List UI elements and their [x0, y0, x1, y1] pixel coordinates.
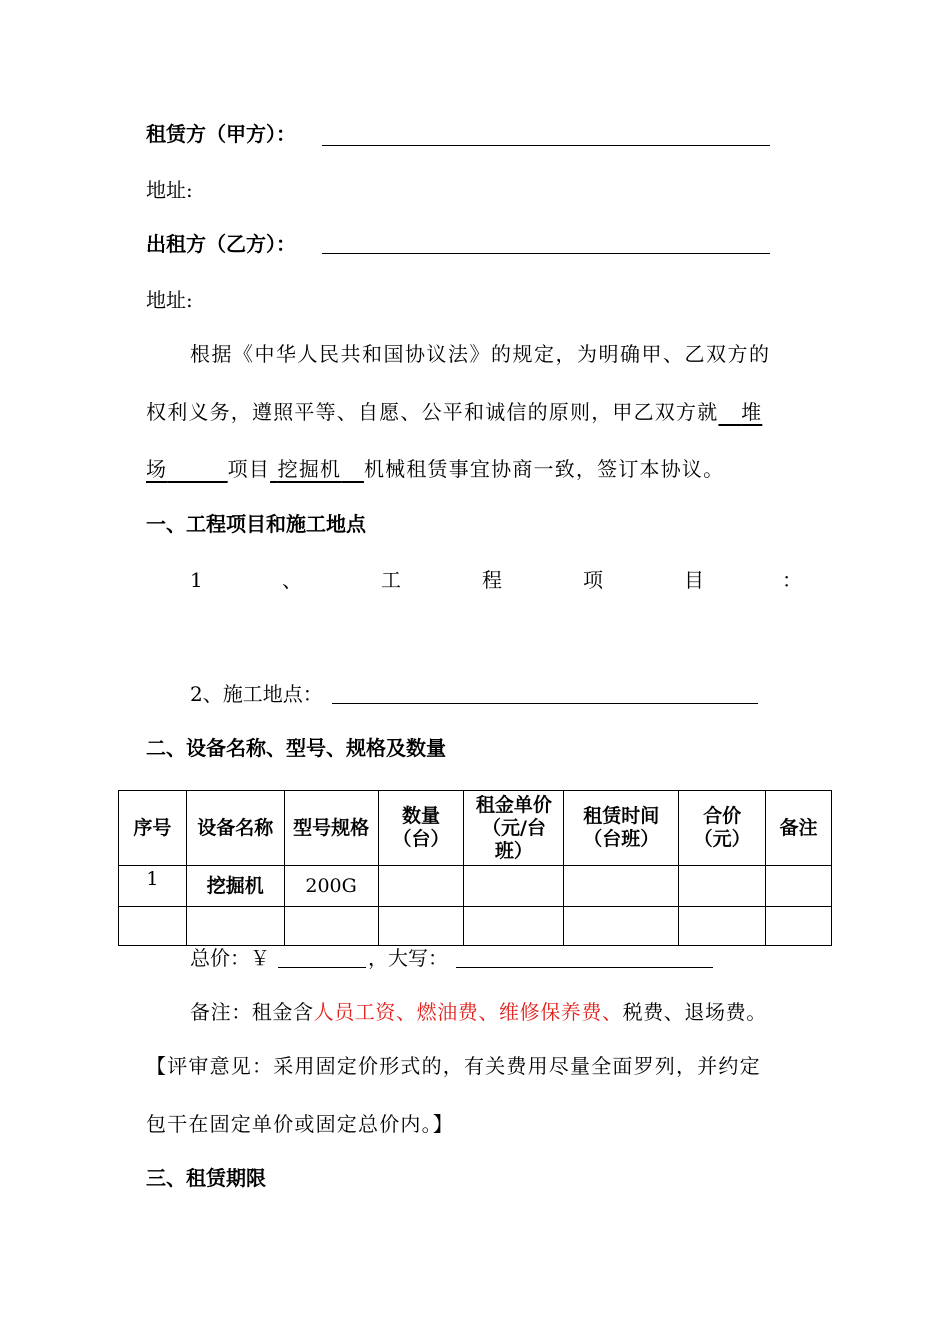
item1-char-1: 、 — [282, 568, 302, 592]
item1-char-3: 程 — [482, 568, 502, 592]
cell — [464, 866, 564, 907]
lessee-label: 租赁方（甲方）： — [146, 122, 296, 146]
cell — [679, 907, 766, 946]
cell — [766, 907, 832, 946]
header-seq: 序号 — [119, 791, 187, 866]
table-row — [119, 907, 832, 946]
project-fill-1 — [718, 400, 762, 424]
cell — [564, 866, 679, 907]
total-words-label: ，大写： — [368, 946, 448, 970]
lessor-label: 出租方（乙方）： — [146, 232, 296, 256]
machine-fill-text: 挖掘机 — [277, 457, 342, 481]
lessee-blank — [322, 145, 770, 146]
cell — [679, 866, 766, 907]
cell — [284, 907, 378, 946]
total-words-blank — [456, 967, 713, 968]
note-red-items: 人员工资、燃油费、维修保养费、 — [313, 1000, 623, 1024]
lessor-address-label: 地址: — [146, 288, 193, 312]
cell: 200G — [284, 866, 378, 907]
total-amount-blank — [278, 967, 366, 968]
section-2-title: 二、设备名称、型号、规格及数量 — [146, 736, 446, 760]
intro-line-3 — [146, 455, 724, 483]
lessor-blank — [322, 253, 770, 254]
project-fill-text-1: 堆 — [741, 400, 763, 424]
section-3-title: 三、租赁期限 — [146, 1166, 266, 1190]
item1-char-4: 项 — [583, 568, 603, 592]
cell — [464, 907, 564, 946]
cell — [186, 907, 284, 946]
cell: 1 — [119, 866, 187, 907]
cell — [564, 907, 679, 946]
site-blank — [332, 703, 758, 704]
header-remark: 备注 — [766, 791, 832, 866]
note-suffix: 税费、退场费。 — [622, 1000, 767, 1024]
note-prefix: 备注：租金含 — [190, 1000, 314, 1024]
lessee-address-label: 地址: — [146, 178, 193, 202]
machine-fill — [270, 457, 364, 481]
equipment-table — [118, 790, 832, 946]
cell: 挖掘机 — [186, 866, 284, 907]
table-row — [119, 866, 832, 907]
section-1-title: 一、工程项目和施工地点 — [146, 512, 366, 536]
table-header-row — [119, 791, 832, 866]
review-line-1: 【评审意见：采用固定价形式的，有关费用尽量全面罗列，并约定 — [146, 1054, 761, 1078]
header-rental-time: 租赁时间（台班） — [564, 791, 679, 866]
header-unit-price: 租金单价（元/台班） — [464, 791, 564, 866]
intro-line-2-text: 权利义务，遵照平等、自愿、公平和诚信的原则，甲乙双方就 — [146, 400, 719, 424]
header-model: 型号规格 — [284, 791, 378, 866]
note-line — [190, 998, 767, 1026]
intro-line-1: 根据《中华人民共和国协议法》的规定，为明确甲、乙双方的 — [190, 342, 771, 366]
item1-char-0: 1 — [190, 568, 203, 592]
item1-char-2: 工 — [381, 568, 401, 592]
review-line-2: 包干在固定单价或固定总价内。】 — [146, 1112, 454, 1136]
header-equipment-name: 设备名称 — [186, 791, 284, 866]
project-word: 项目 — [227, 457, 271, 481]
header-total: 合价（元） — [679, 791, 766, 866]
cell — [119, 907, 187, 946]
item1-char-5: 目 — [684, 568, 704, 592]
project-fill-2 — [146, 457, 228, 481]
intro-line-2 — [146, 398, 762, 426]
project-fill-text-2: 场 — [146, 457, 168, 481]
header-quantity: 数量（台） — [378, 791, 464, 866]
item2-label: 2、施工地点： — [190, 682, 323, 706]
total-label: 总价：￥ — [190, 946, 270, 970]
item1-char-6: ： — [782, 568, 802, 592]
cell — [766, 866, 832, 907]
cell — [378, 907, 464, 946]
intro-line-3-end: 机械租赁事宜协商一致，签订本协议。 — [363, 457, 725, 481]
cell — [378, 866, 464, 907]
